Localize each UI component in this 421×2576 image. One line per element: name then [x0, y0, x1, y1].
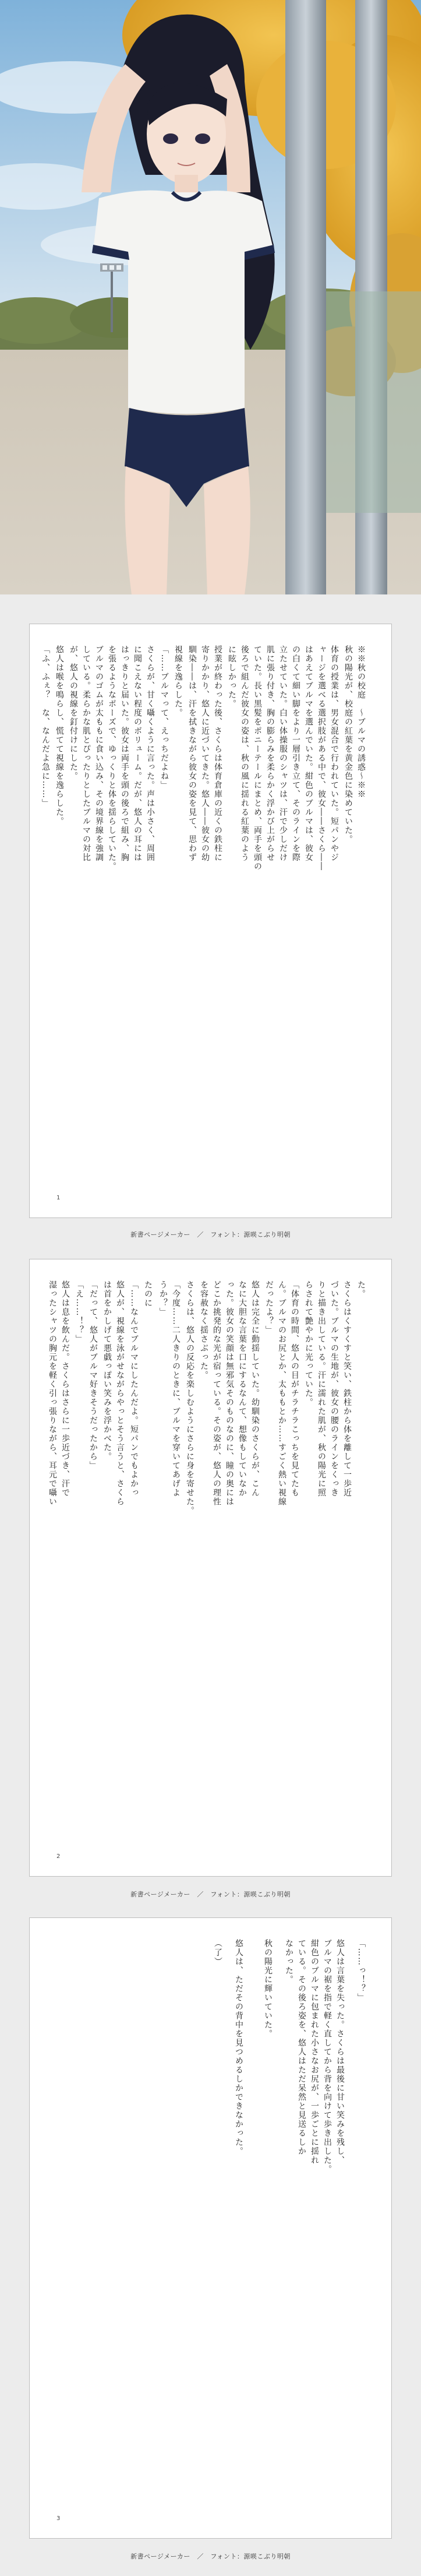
text-column: さくらは、悠人の反応を楽しむようにさらに身を寄せた。 [185, 1280, 194, 1515]
text-column: に聞こえない程度のボリューム。だが、悠人の耳には [133, 645, 142, 862]
text-column: なかった。 [284, 1939, 293, 1984]
text-column: を容赦なく揺さぶった。 [199, 1280, 208, 1380]
text-column: った。彼女の笑顔は無邪気そのものなのに、瞳の奥には [225, 1280, 234, 1507]
text-column: さくらはくすくすと笑い、鉄柱から体を離して一歩近 [342, 1280, 352, 1497]
text-column: 授業が終わった後、さくらは体育倉庫の近くの鉄柱に [213, 645, 222, 862]
page-sheet-1 [0, 594, 421, 1253]
text-column: 「……なんでブルマにしたんだよ。短パンでもよかっ [129, 1280, 139, 1497]
text-column: らされて艶やかに光っていた。 [304, 1280, 313, 1407]
text-column: はあえてブルマを選んでいた。紺色のブルマは、彼女 [304, 645, 313, 862]
text-column: さくらが、甘く囁くように言った。声は小さく、周囲 [146, 645, 155, 862]
text-column: ん。ブルマのお尻とか、太ももとか……すごく熱い視線 [277, 1280, 286, 1507]
text-column: 「だって、悠人がブルマ好きそうだったから」 [89, 1280, 98, 1470]
text-column: ャージを選べる選択肢がある中で、彼女――さくら―― [317, 645, 326, 871]
page-number: 1 [56, 1195, 61, 1201]
text-column: た。 [356, 1280, 366, 1298]
text-column: している。柔らかな肌とぴったりとしたブルマの対比 [82, 645, 91, 862]
text-column: 湿ったシャツの胸元を軽く引っ張りながら、耳元で囁い [48, 1280, 57, 1507]
text-column: はっきりと届いた。彼女は両手を頭の後ろで組み、胸 [120, 645, 129, 862]
page-number: 3 [56, 2515, 61, 2522]
text-column: の白くて細い脚をより一層引き立て、そのラインを際 [291, 645, 300, 862]
text-column: （了） [213, 1939, 222, 1966]
text-column: ブルマの裾を指で軽く直してから背を向けて歩き出した。 [323, 1939, 332, 2174]
text-column: りと描き出している。汗に濡れた肌が、秋の陽光に照 [317, 1280, 326, 1497]
text-column: 悠人は、ただその背中を見つめるしかできなかった。 [234, 1939, 243, 2156]
text-column: 「体育の時間、悠人の目がチラチラこっちを見てたも [290, 1280, 299, 1497]
text-column: を張るようなポーズで、ゆっくりと体を揺らしていた。 [107, 645, 116, 871]
book-page-3 [29, 1917, 392, 2539]
page-text [54, 1939, 367, 2497]
text-column [275, 1939, 282, 2497]
book-page-1 [29, 624, 392, 1218]
footer-credit: 新書ページメーカー ／ フォント：源暎こぶり明朝 [130, 1891, 291, 1898]
text-column: たのに [143, 1280, 153, 1308]
text-column: 体育の授業は、男女混合で行われていた。短パンやジ [330, 645, 339, 862]
text-column: に眩しかった。 [227, 645, 236, 709]
book-page-2 [29, 1259, 392, 1877]
text-column: だったよ？」 [264, 1280, 274, 1335]
text-column: 悠人は喉を鳴らし、慌てて視線を逸らした。 [55, 645, 64, 826]
page-text [48, 1280, 367, 1835]
cover-illustration [0, 0, 421, 594]
text-column [254, 1939, 261, 2497]
text-column: は首をかしげて悪戯っぽい笑みを浮かべた。 [102, 1280, 112, 1461]
text-column: 視線を逸らした。 [174, 645, 183, 717]
text-column: ブルマのゴムが太ももに食い込み、その境界線を強調 [94, 645, 104, 862]
text-column: 「今度……二人きりのときに、ブルマを穿いてあげよ [171, 1280, 181, 1497]
text-column [246, 1939, 253, 2497]
text-column: うか？」 [158, 1280, 168, 1317]
page-number: 2 [56, 1853, 61, 1860]
page-text [41, 645, 367, 1177]
text-column: ている。その後ろ姿を、悠人はただ呆然と見送るしか [297, 1939, 306, 2156]
text-column: 悠人が、視線を泳がせながらやっとそう言うと、さくら [115, 1280, 125, 1507]
text-column: 悠人は言葉を失った。さくらは最後に甘い笑みを残し、 [335, 1939, 345, 2165]
text-column: ていた。長い黒髪をポニーテールにまとめ、両手を頭の [253, 645, 262, 871]
page-sheet-3 [0, 1912, 421, 2576]
text-column: 紺色のブルマに包まれた小さなお尻が、一歩ごとに揺れ [310, 1939, 319, 2165]
text-column: 「え……！？」 [75, 1280, 84, 1344]
text-column: 寄りかかり、悠人に近づいてきた。悠人――彼女の幼 [200, 645, 210, 862]
text-column: 後ろで組んだ彼女の姿は、秋の風に揺れる紅葉のよう [240, 645, 249, 862]
text-column: 悠人は息を飲んだ。さくらはさらに一歩近づき、汗で [61, 1280, 70, 1497]
anime-girl-gym-uniform-illustration [0, 0, 421, 594]
text-column: 「……ブルマって、えっちだよね」 [160, 645, 169, 790]
text-column: 悠人は完全に動揺していた。幼馴染のさくらが、こん [250, 1280, 260, 1497]
text-column: ※※秋の校庭 ～ブルマの誘惑～※※ [356, 645, 366, 799]
text-column: 「ふ、ふぇ？ な、なんだよ急に……」 [41, 645, 50, 808]
footer-credit: 新書ページメーカー ／ フォント：源暎こぶり明朝 [130, 1231, 291, 1238]
text-column: づいた。ブルマの生地が、彼女の腰のラインをくっき [330, 1280, 339, 1497]
text-column: 馴染――は、汗を拭きながら彼女の姿を見て、思わず [187, 645, 197, 862]
text-column [347, 1939, 354, 2497]
text-column [225, 1939, 232, 2497]
text-column: 肌に張り付き、胸の膨らみを柔らかく浮かび上がらせ [266, 645, 275, 862]
text-column: 立たせていた。白い体操服のシャツは、汗で少しだけ [278, 645, 288, 862]
text-column: 秋の陽光に輝いていた。 [263, 1939, 273, 2039]
text-column: どこか挑発的な光が宿っている。その姿が、悠人の理性 [212, 1280, 221, 1507]
page-sheet-2 [0, 1253, 421, 1912]
text-column: 秋の陽光が、校庭の紅葉を黄金色に染めていた。 [344, 645, 353, 844]
text-column: が、悠人の視線を釘付けにした。 [69, 645, 78, 781]
footer-credit: 新書ページメーカー ／ フォント：源暎こぶり明朝 [130, 2553, 291, 2560]
text-column: なに大胆な言葉を口にするなんて、想像もしていなか [238, 1280, 247, 1497]
text-column: 「……っ！？」 [356, 1939, 366, 2003]
